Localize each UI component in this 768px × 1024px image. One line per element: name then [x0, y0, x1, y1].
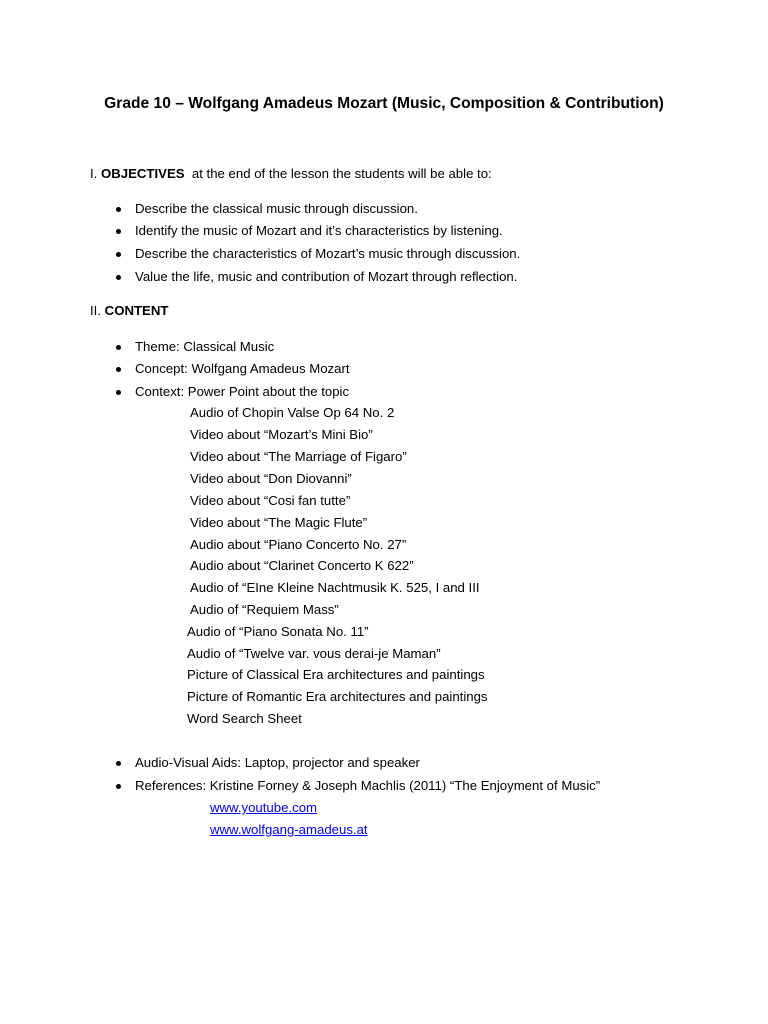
youtube-link[interactable]: www.youtube.com	[210, 800, 318, 815]
bullet-icon	[116, 784, 121, 789]
content-label: CONTENT	[104, 303, 169, 318]
material-item: Video about “Cosi fan tutte”	[190, 493, 351, 508]
material-item: Audio about “Piano Concerto No. 27”	[190, 537, 407, 552]
bullet-icon	[116, 229, 121, 234]
material-item: Audio about “Clarinet Concerto K 622”	[190, 558, 414, 573]
bullet-icon	[116, 207, 121, 212]
material-item: Audio of “Twelve var. vous derai-je Maman”	[187, 646, 441, 661]
objective-item: Describe the characteristics of Mozart’s music through discussion.	[135, 246, 521, 261]
material-item: Audio of “EIne Kleine Nachtmusik K. 525, I and III	[190, 580, 480, 595]
material-item: Video about “The Magic Flute”	[190, 515, 368, 530]
material-item: Audio of Chopin Valse Op 64 No. 2	[190, 405, 395, 420]
bullet-icon	[116, 761, 121, 766]
bullet-icon	[116, 390, 121, 395]
content-theme: Theme: Classical Music	[135, 339, 275, 354]
material-item: Picture of Romantic Era architectures and paintings	[187, 689, 488, 704]
content-concept: Concept: Wolfgang Amadeus Mozart	[135, 361, 350, 376]
material-item: Picture of Classical Era architectures and paintings	[187, 667, 485, 682]
objectives-label: OBJECTIVES	[101, 166, 185, 181]
bullet-icon	[116, 275, 121, 280]
objective-item: Describe the classical music through discussion.	[135, 201, 418, 216]
material-item: Audio of “Piano Sonata No. 11”	[187, 624, 369, 639]
objectives-heading	[90, 166, 492, 182]
content-references: References: Kristine Forney & Joseph Machlis (2011) “The Enjoyment of Music”	[135, 778, 601, 793]
objective-item: Value the life, music and contribution of Mozart through reflection.	[135, 269, 518, 284]
content-numeral: II.	[90, 303, 101, 318]
bullet-icon	[116, 367, 121, 372]
material-item: Video about “Mozart’s Mini Bio”	[190, 427, 373, 442]
material-item: Video about “The Marriage of Figaro”	[190, 449, 407, 464]
objectives-numeral: I.	[90, 166, 98, 181]
material-item: Video about “Don Diovanni”	[190, 471, 352, 486]
bullet-icon	[116, 345, 121, 350]
objectives-intro: at the end of the lesson the students will be able to:	[191, 166, 492, 181]
content-heading	[90, 303, 168, 319]
content-context: Context: Power Point about the topic	[135, 384, 350, 399]
bullet-icon	[116, 252, 121, 257]
content-aids: Audio-Visual Aids: Laptop, projector and speaker	[135, 755, 420, 770]
material-item: Audio of “Requiem Mass”	[190, 602, 339, 617]
document-title: Grade 10 – Wolfgang Amadeus Mozart (Music, Composition & Contribution)	[104, 95, 664, 112]
wolfgang-amadeus-link[interactable]: www.wolfgang-amadeus.at	[210, 822, 368, 837]
objective-item: Identify the music of Mozart and it’s characteristics by listening.	[135, 223, 503, 238]
material-item: Word Search Sheet	[187, 711, 302, 726]
